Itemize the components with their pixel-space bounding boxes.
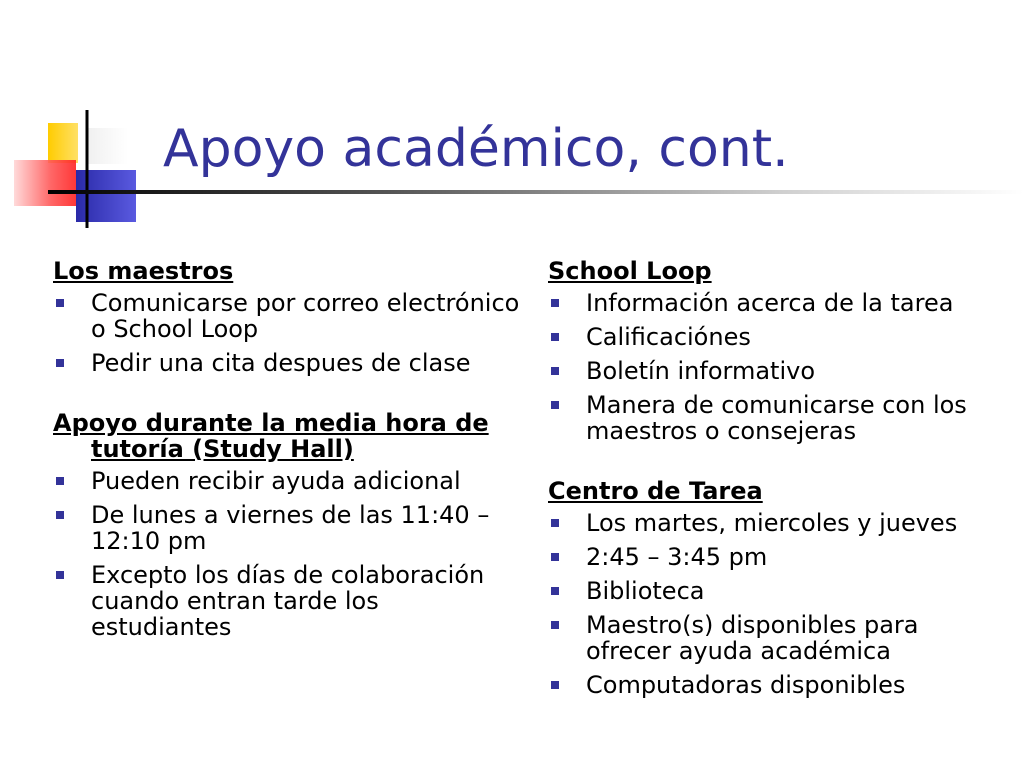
list-item: Manera de comunicarse con los maestros o consejeras [548, 392, 1008, 444]
list-item: De lunes a viernes de las 11:40 – 12:10 pm [53, 502, 523, 554]
logo-yellow-square [48, 123, 78, 163]
square-bullet-icon [551, 299, 559, 307]
square-bullet-icon [551, 621, 559, 629]
square-bullet-icon [551, 553, 559, 561]
square-bullet-icon [56, 571, 64, 579]
square-bullet-icon [56, 359, 64, 367]
list-item: Comunicarse por correo electrónico o School Loop [53, 290, 523, 342]
square-bullet-icon [551, 681, 559, 689]
list-item: Biblioteca [548, 578, 1008, 604]
logo-blue-square [76, 170, 136, 222]
list-item: Pueden recibir ayuda adicional [53, 468, 523, 494]
bullet-list [548, 290, 1008, 444]
list-item: Los martes, miercoles y jueves [548, 510, 1008, 536]
square-bullet-icon [551, 519, 559, 527]
logo-red-square [14, 160, 76, 206]
list-item: Boletín informativo [548, 358, 1008, 384]
square-bullet-icon [56, 299, 64, 307]
list-item: Información acerca de la tarea [548, 290, 1008, 316]
section-centro-de-tarea [548, 478, 1008, 698]
section-heading: School Loop [548, 257, 712, 285]
list-item: Pedir una cita despues de clase [53, 350, 523, 376]
square-bullet-icon [56, 511, 64, 519]
section-study-hall [53, 410, 523, 640]
square-bullet-icon [56, 477, 64, 485]
section-heading: Los maestros [53, 257, 234, 285]
right-column [548, 258, 1008, 706]
left-column [53, 258, 523, 648]
slide-title: Apoyo académico, cont. [163, 119, 789, 179]
list-item: Maestro(s) disponibles para ofrecer ayuda académica [548, 612, 1008, 664]
bullet-list [53, 468, 523, 640]
section-spacer [548, 452, 1008, 478]
bullet-list [548, 510, 1008, 698]
section-heading: Apoyo durante la media hora de tutoría (Study Hall) [53, 409, 489, 463]
bullet-list [53, 290, 523, 376]
square-bullet-icon [551, 587, 559, 595]
section-heading: Centro de Tarea [548, 477, 763, 505]
square-bullet-icon [551, 367, 559, 375]
decorative-logo [0, 0, 160, 240]
list-item: Calificaciónes [548, 324, 1008, 350]
list-item: Computadoras disponibles [548, 672, 1008, 698]
list-item: 2:45 – 3:45 pm [548, 544, 1008, 570]
section-school-loop [548, 258, 1008, 444]
square-bullet-icon [551, 333, 559, 341]
square-bullet-icon [551, 401, 559, 409]
logo-grey-square [88, 128, 128, 164]
section-los-maestros [53, 258, 523, 376]
list-item: Excepto los días de colaboración cuando entran tarde los estudiantes [53, 562, 523, 640]
section-spacer [53, 384, 523, 410]
title-divider [48, 190, 1024, 194]
